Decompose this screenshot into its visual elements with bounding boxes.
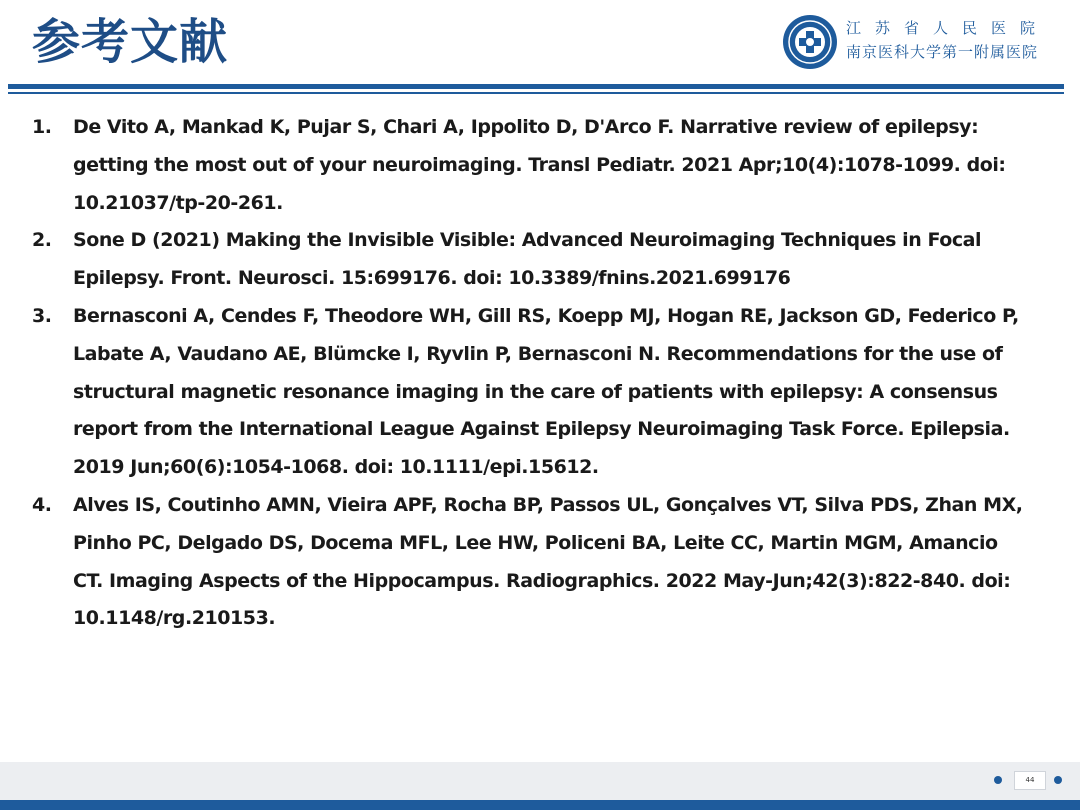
reference-number: 4. bbox=[32, 493, 52, 516]
header-divider bbox=[8, 84, 1064, 89]
reference-line: De Vito A, Mankad K, Pujar S, Chari A, Ippolito D, D'Arco F. Narrative review of epilepsy: bbox=[73, 116, 979, 138]
reference-line: 10.21037/tp-20-261. bbox=[73, 191, 283, 214]
reference-item bbox=[32, 109, 1062, 222]
reference-number: 1. bbox=[32, 116, 52, 138]
reference-line: structural magnetic resonance imaging in the care of patients with epilepsy: A consensus bbox=[73, 380, 998, 403]
reference-item bbox=[32, 222, 1062, 298]
header-divider-thin bbox=[8, 92, 1064, 94]
reference-line: 2019 Jun;60(6):1054-1068. doi: 10.1111/epi.15612. bbox=[73, 456, 599, 479]
reference-line: getting the most out of your neuroimaging. Transl Pediatr. 2021 Apr;10(4):1078-1099. doi: bbox=[73, 153, 1006, 176]
reference-line: CT. Imaging Aspects of the Hippocampus. Radiographics. 2022 May-Jun;42(3):822-840. doi: bbox=[73, 569, 1011, 592]
reference-line: report from the International League Against Epilepsy Neuroimaging Task Force. Epilepsia. bbox=[73, 418, 1010, 441]
reference-line: Bernasconi A, Cendes F, Theodore WH, Gill RS, Koepp MJ, Hogan RE, Jackson GD, Federico P, bbox=[73, 304, 1019, 327]
reference-line: 10.1148/rg.210153. bbox=[73, 607, 276, 630]
reference-item bbox=[32, 298, 1062, 487]
nav-dot-left-icon bbox=[994, 776, 1002, 784]
hospital-name bbox=[846, 16, 1049, 64]
footer-bar bbox=[0, 762, 1080, 800]
reference-item bbox=[32, 487, 1062, 638]
page-number: 44 bbox=[1014, 771, 1046, 790]
reference-line: Pinho PC, Delgado DS, Docema MFL, Lee HW, Policeni BA, Leite CC, Martin MGM, Amancio bbox=[73, 531, 998, 554]
nav-dot-right-icon bbox=[1054, 776, 1062, 784]
reference-line: Sone D (2021) Making the Invisible Visible: Advanced Neuroimaging Techniques in Focal bbox=[73, 229, 982, 252]
footer-line bbox=[0, 800, 1080, 810]
reference-list bbox=[32, 109, 1062, 638]
reference-line: Labate A, Vaudano AE, Blümcke I, Ryvlin P, Bernasconi N. Recommendations for the use of bbox=[73, 342, 1003, 365]
page-title: 参考文献 bbox=[32, 14, 229, 70]
reference-number: 3. bbox=[32, 304, 52, 327]
reference-number: 2. bbox=[32, 229, 52, 252]
hospital-emblem-icon bbox=[782, 14, 838, 70]
reference-line: Alves IS, Coutinho AMN, Vieira APF, Rocha BP, Passos UL, Gonçalves VT, Silva PDS, Zhan MX, bbox=[73, 493, 1023, 516]
hospital-name-line2: 南京医科大学第一附属医院 bbox=[846, 43, 1039, 61]
reference-line: Epilepsy. Front. Neurosci. 15:699176. doi: 10.3389/fnins.2021.699176 bbox=[73, 267, 791, 290]
hospital-name-line1: 江苏省人民医院 bbox=[846, 19, 1050, 37]
